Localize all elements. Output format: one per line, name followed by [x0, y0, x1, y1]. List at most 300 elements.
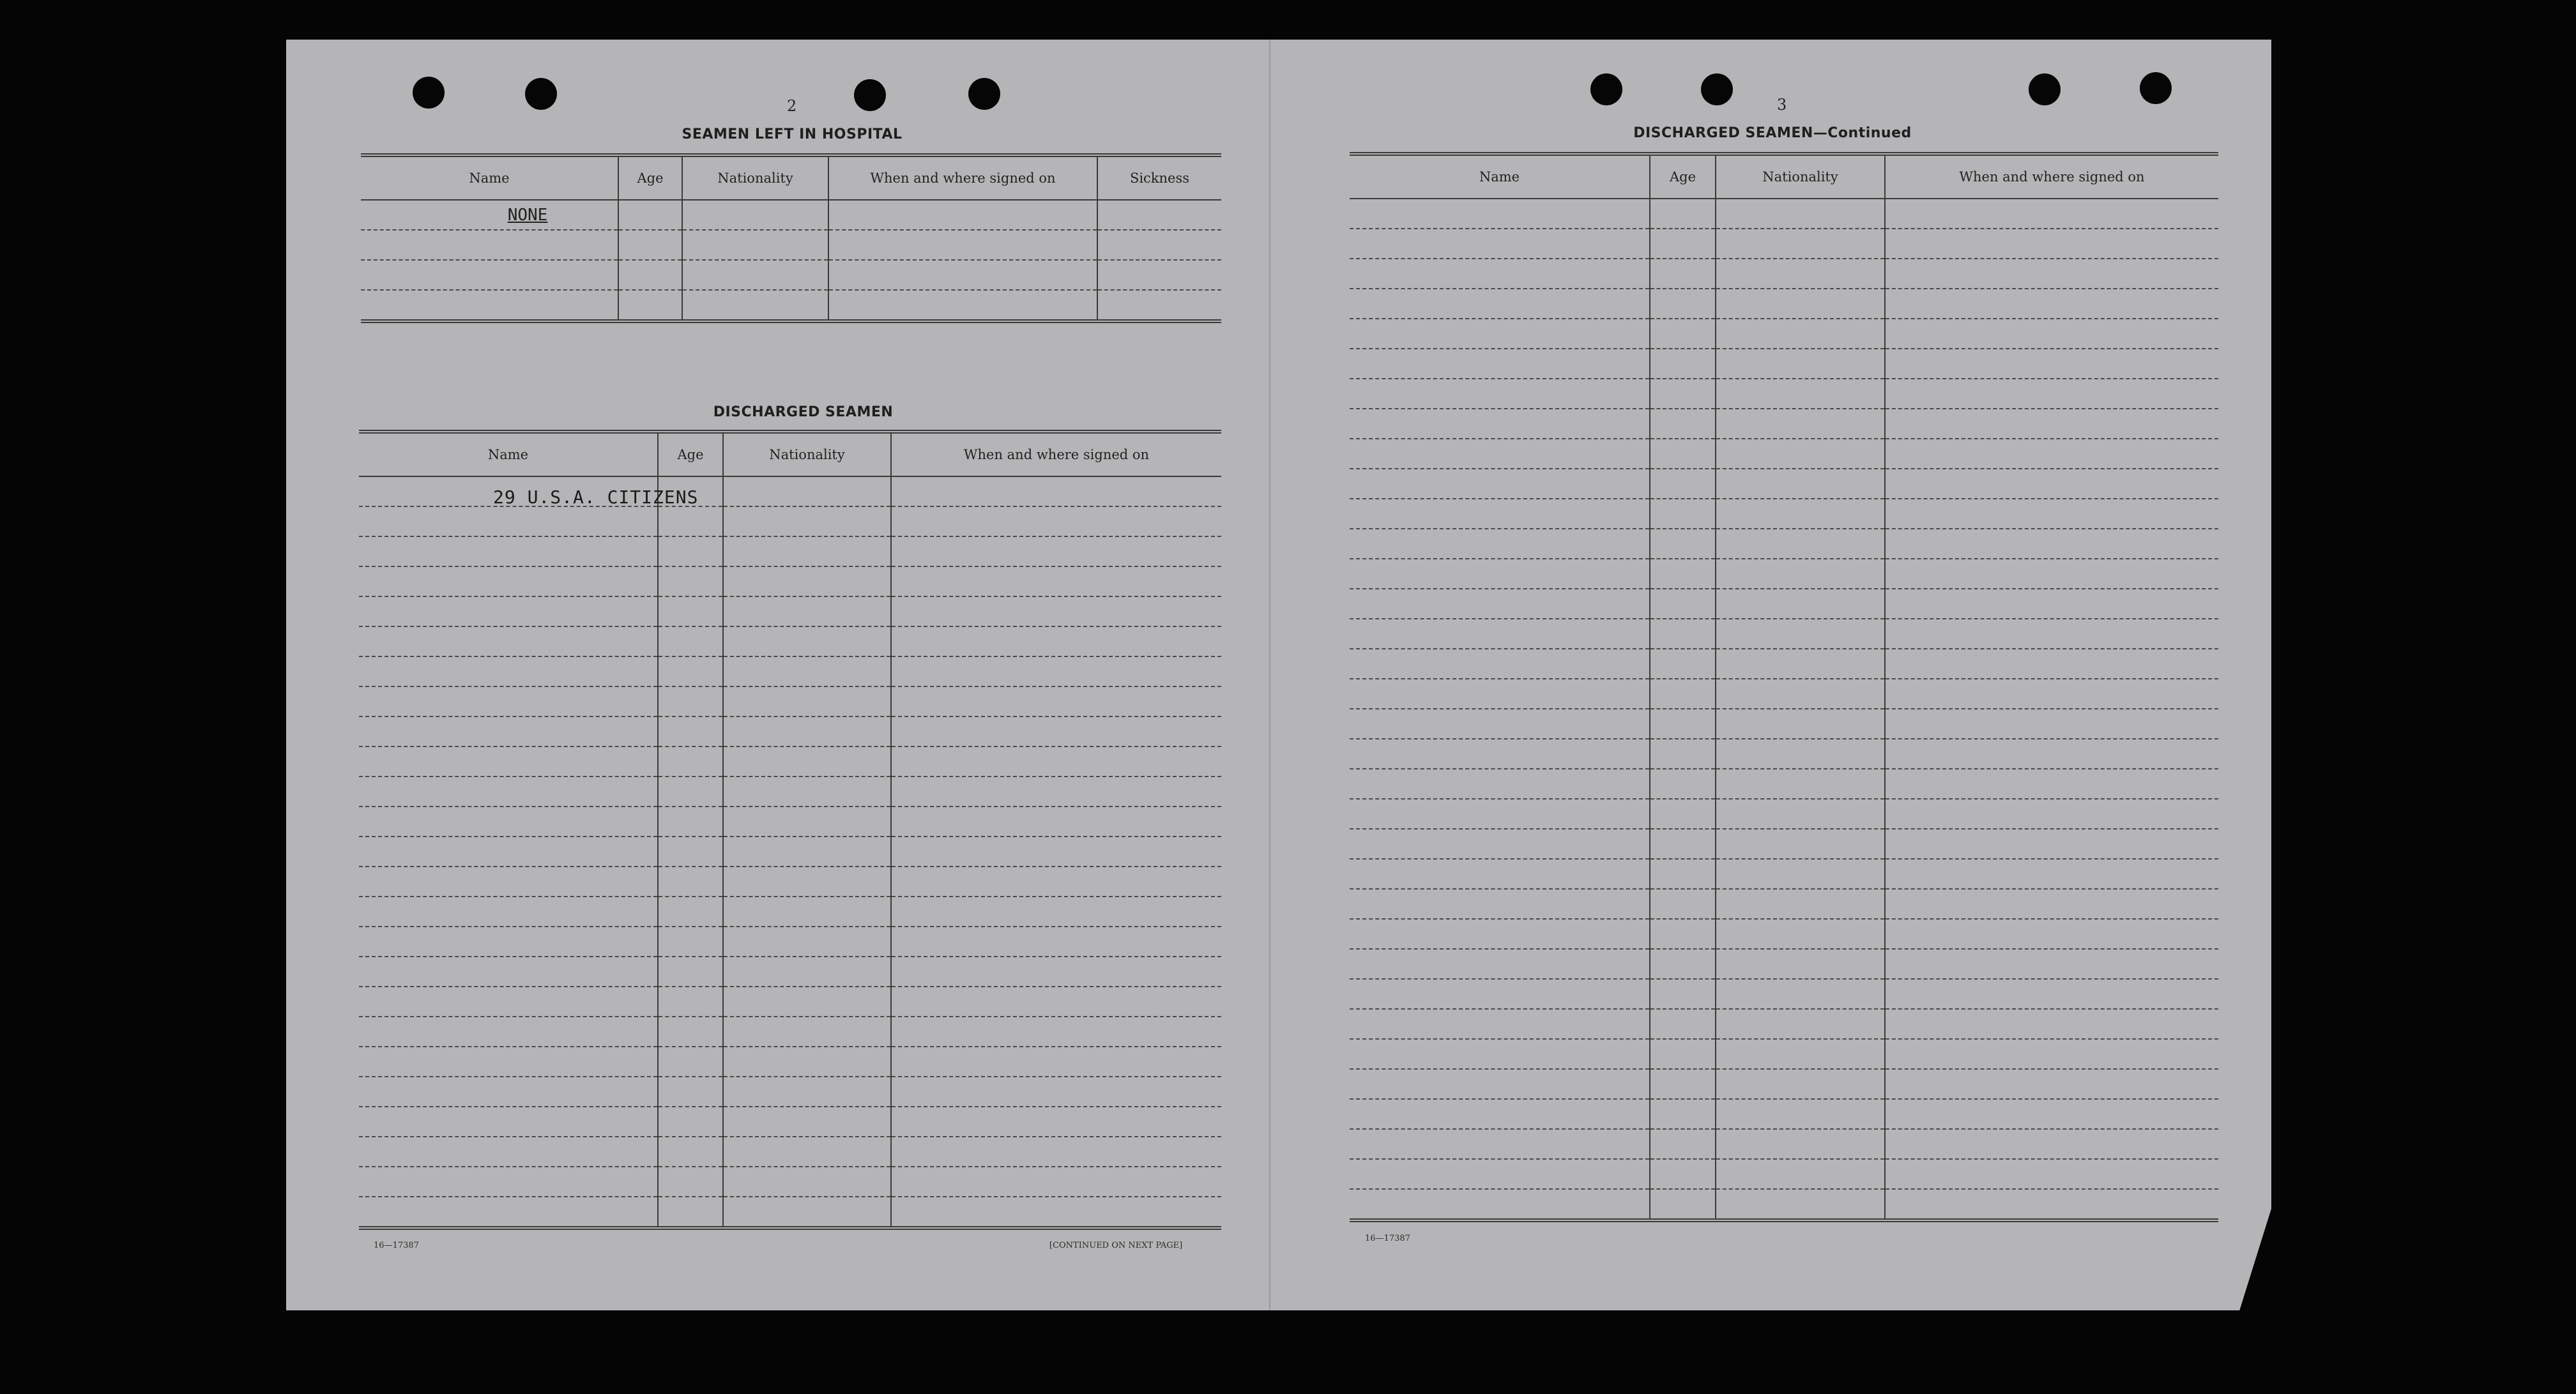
table-cell	[1885, 769, 2218, 799]
table-cell	[658, 1137, 723, 1167]
column-header-age: Age	[1650, 154, 1716, 199]
table-cell	[1716, 829, 1885, 859]
table-cell	[723, 566, 891, 596]
column-header-sickness: Sickness	[1097, 155, 1221, 200]
table-cell	[723, 716, 891, 746]
table-row	[359, 1077, 1221, 1107]
table-row	[359, 596, 1221, 626]
table-cell	[658, 867, 723, 897]
table-cell	[1885, 1039, 2218, 1069]
table-cell	[1350, 379, 1650, 409]
table-cell	[1650, 1159, 1716, 1189]
table-cell	[891, 746, 1221, 777]
table-cell	[1885, 799, 2218, 829]
table-cell	[1716, 409, 1885, 439]
table-cell	[658, 1167, 723, 1197]
table-cell	[891, 1137, 1221, 1167]
column-header-name: Name	[1350, 154, 1650, 199]
table-cell	[1885, 319, 2218, 349]
table-row	[1350, 469, 2218, 499]
table-cell	[1716, 529, 1885, 559]
table-cell	[1716, 919, 1885, 949]
table-row	[1350, 289, 2218, 319]
table-row	[1350, 619, 2218, 649]
table-row	[1350, 1099, 2218, 1129]
table-cell	[1716, 619, 1885, 649]
table-cell	[891, 897, 1221, 927]
table-cell	[359, 957, 658, 987]
table-cell	[1350, 889, 1650, 919]
table-row	[359, 1167, 1221, 1197]
table-cell	[723, 536, 891, 566]
table-cell	[1650, 199, 1716, 229]
table-row	[359, 867, 1221, 897]
column-header-nationality: Nationality	[682, 155, 828, 200]
table-cell	[1716, 739, 1885, 769]
table-cell	[1650, 799, 1716, 829]
table-cell	[1716, 949, 1885, 979]
table-cell	[1350, 679, 1650, 709]
table-row	[1350, 229, 2218, 259]
table-cell	[1885, 349, 2218, 379]
table-cell	[1716, 379, 1885, 409]
table-cell	[1650, 979, 1716, 1009]
table-row	[1350, 1069, 2218, 1099]
discharged-section-title: DISCHARGED SEAMEN	[713, 404, 894, 420]
table-row	[1350, 259, 2218, 289]
table-cell	[359, 1167, 658, 1197]
table-cell	[1350, 499, 1650, 529]
table-cell	[1350, 589, 1650, 619]
table-cell	[1885, 1129, 2218, 1159]
table-row	[361, 200, 1221, 230]
table-cell	[1885, 229, 2218, 259]
table-cell	[891, 1107, 1221, 1137]
table-cell	[1650, 679, 1716, 709]
table-cell	[891, 476, 1221, 506]
table-row	[359, 1047, 1221, 1077]
discharged-entry: 29 U.S.A. CITIZENS	[493, 487, 699, 508]
table-cell	[1885, 1159, 2218, 1189]
table-row	[1350, 409, 2218, 439]
table-row	[359, 927, 1221, 957]
punch-hole	[2140, 72, 2172, 104]
table-cell	[658, 746, 723, 777]
table-cell	[1885, 259, 2218, 289]
table-row	[359, 1107, 1221, 1137]
punch-hole	[525, 78, 557, 110]
table-cell	[658, 1107, 723, 1137]
punch-hole	[854, 79, 886, 111]
table-cell	[658, 506, 723, 536]
table-cell	[658, 716, 723, 746]
table-row	[361, 230, 1221, 260]
table-cell	[1650, 259, 1716, 289]
table-row	[1350, 199, 2218, 229]
table-cell	[1650, 1129, 1716, 1159]
table-cell	[1716, 799, 1885, 829]
table-cell	[1350, 949, 1650, 979]
table-row	[1350, 1039, 2218, 1069]
table-cell	[359, 596, 658, 626]
table-cell	[359, 1047, 658, 1077]
table-row	[1350, 799, 2218, 829]
table-row	[359, 476, 1221, 506]
table-cell	[359, 656, 658, 686]
table-cell	[891, 1167, 1221, 1197]
table-cell	[723, 927, 891, 957]
table-row	[1350, 379, 2218, 409]
table-cell	[1885, 619, 2218, 649]
table-cell	[1350, 289, 1650, 319]
column-header-name: Name	[359, 432, 658, 476]
table-row	[1350, 589, 2218, 619]
table-cell	[658, 927, 723, 957]
table-cell	[359, 716, 658, 746]
table-cell	[891, 656, 1221, 686]
table-row	[359, 837, 1221, 867]
table-cell	[1650, 859, 1716, 889]
table-cell	[658, 807, 723, 837]
table-row	[359, 686, 1221, 716]
table-row	[1350, 1189, 2218, 1220]
table-cell	[1716, 559, 1885, 589]
table-cell	[359, 566, 658, 596]
table-cell	[1716, 859, 1885, 889]
table-row	[1350, 1129, 2218, 1159]
table-cell	[1885, 889, 2218, 919]
table-cell	[1650, 1009, 1716, 1039]
table-cell	[1650, 649, 1716, 679]
table-cell	[658, 987, 723, 1017]
table-cell	[1650, 619, 1716, 649]
table-row	[1350, 739, 2218, 769]
table-cell	[1350, 979, 1650, 1009]
table-cell	[1350, 829, 1650, 859]
table-cell	[1650, 319, 1716, 349]
table-cell	[1885, 289, 2218, 319]
continued-note: [CONTINUED ON NEXT PAGE]	[1049, 1241, 1183, 1250]
table-cell	[891, 867, 1221, 897]
table-row	[1350, 829, 2218, 859]
table-row	[1350, 979, 2218, 1009]
table-cell	[891, 716, 1221, 746]
table-row	[359, 1017, 1221, 1047]
table-cell	[1650, 739, 1716, 769]
table-cell	[891, 506, 1221, 536]
table-cell	[658, 1197, 723, 1228]
table-cell	[1650, 1039, 1716, 1069]
table-cell	[723, 746, 891, 777]
table-cell	[1885, 679, 2218, 709]
table-row	[1350, 679, 2218, 709]
table-row	[359, 987, 1221, 1017]
table-cell	[1350, 1159, 1650, 1189]
table-cell	[658, 837, 723, 867]
table-row	[361, 260, 1221, 290]
table-cell	[723, 897, 891, 927]
table-cell	[723, 1197, 891, 1228]
table-cell	[723, 506, 891, 536]
table-row	[1350, 319, 2218, 349]
table-cell	[723, 777, 891, 807]
table-cell	[1885, 199, 2218, 229]
table-cell	[1350, 799, 1650, 829]
column-header-signed-on: When and where signed on	[828, 155, 1097, 200]
table-cell	[723, 626, 891, 656]
table-cell	[1350, 529, 1650, 559]
table-cell	[1885, 1009, 2218, 1039]
table-cell	[1650, 919, 1716, 949]
table-row	[361, 290, 1221, 321]
table-cell	[891, 1017, 1221, 1047]
table-row	[359, 566, 1221, 596]
table-cell	[1650, 559, 1716, 589]
table-cell	[1350, 1099, 1650, 1129]
table-row	[1350, 919, 2218, 949]
table-cell	[1650, 709, 1716, 739]
table-cell	[1885, 379, 2218, 409]
column-header-signed-on: When and where signed on	[891, 432, 1221, 476]
table-cell	[1650, 439, 1716, 469]
table-cell	[1350, 259, 1650, 289]
table-row	[359, 897, 1221, 927]
table-cell	[891, 1197, 1221, 1228]
table-cell	[1716, 1009, 1885, 1039]
table-cell	[723, 837, 891, 867]
table-cell	[1350, 229, 1650, 259]
table-cell	[1885, 439, 2218, 469]
column-header-signed-on: When and where signed on	[1885, 154, 2218, 199]
table-cell	[1885, 469, 2218, 499]
table-cell	[723, 1017, 891, 1047]
table-cell	[1350, 919, 1650, 949]
center-fold	[1269, 40, 1270, 1310]
table-cell	[1350, 619, 1650, 649]
table-cell	[1716, 319, 1885, 349]
table-cell	[1350, 319, 1650, 349]
table-cell	[723, 476, 891, 506]
table-cell	[1716, 709, 1885, 739]
table-cell	[723, 1077, 891, 1107]
table-cell	[658, 1077, 723, 1107]
table-cell	[1350, 409, 1650, 439]
table-cell	[1716, 229, 1885, 259]
column-header-age: Age	[658, 432, 723, 476]
table-cell	[723, 686, 891, 716]
table-cell	[1716, 289, 1885, 319]
table-cell	[1885, 829, 2218, 859]
table-cell	[1716, 1159, 1885, 1189]
table-cell	[1885, 499, 2218, 529]
table-cell	[723, 1167, 891, 1197]
table-row	[1350, 769, 2218, 799]
table-cell	[891, 957, 1221, 987]
table-cell	[1650, 349, 1716, 379]
table-cell	[658, 596, 723, 626]
table-cell	[891, 596, 1221, 626]
table-row	[1350, 949, 2218, 979]
table-cell	[1650, 829, 1716, 859]
table-cell	[1885, 589, 2218, 619]
table-cell	[1885, 529, 2218, 559]
table-cell	[891, 807, 1221, 837]
table-row	[1350, 859, 2218, 889]
table-row	[1350, 349, 2218, 379]
table-cell	[1650, 289, 1716, 319]
table-cell	[1350, 349, 1650, 379]
hospital-section-title: SEAMEN LEFT IN HOSPITAL	[682, 126, 903, 142]
table-cell	[723, 1107, 891, 1137]
table-cell	[1650, 499, 1716, 529]
table-cell	[891, 927, 1221, 957]
table-cell	[723, 1047, 891, 1077]
discharged-continued-title: DISCHARGED SEAMEN—Continued	[1633, 125, 1912, 141]
form-number-right: 16—17387	[1365, 1234, 1410, 1243]
hospital-entry: NONE	[507, 205, 548, 225]
table-cell	[359, 1197, 658, 1228]
table-cell	[658, 897, 723, 927]
table-cell	[1650, 409, 1716, 439]
table-cell	[723, 957, 891, 987]
table-cell	[1716, 589, 1885, 619]
column-header-nationality: Nationality	[1716, 154, 1885, 199]
table-cell	[1650, 529, 1716, 559]
discharged-continued-table	[1350, 152, 2218, 1222]
hospital-table	[361, 153, 1221, 323]
column-header-name: Name	[361, 155, 618, 200]
table-cell	[1716, 649, 1885, 679]
table-cell	[658, 626, 723, 656]
table-cell	[1885, 1099, 2218, 1129]
table-cell	[891, 1077, 1221, 1107]
table-cell	[1716, 349, 1885, 379]
table-cell	[359, 536, 658, 566]
table-cell	[1716, 1099, 1885, 1129]
table-cell	[658, 566, 723, 596]
table-cell	[1350, 649, 1650, 679]
table-cell	[723, 807, 891, 837]
table-cell	[658, 536, 723, 566]
table-cell	[359, 837, 658, 867]
table-cell	[1885, 979, 2218, 1009]
table-cell	[359, 1077, 658, 1107]
table-cell	[1716, 1129, 1885, 1159]
table-cell	[359, 746, 658, 777]
table-row	[1350, 559, 2218, 589]
table-cell	[1716, 1069, 1885, 1099]
table-cell	[891, 837, 1221, 867]
punch-hole	[2029, 73, 2061, 105]
table-cell	[891, 987, 1221, 1017]
table-cell	[891, 686, 1221, 716]
table-cell	[891, 626, 1221, 656]
table-cell	[1885, 709, 2218, 739]
table-cell	[1885, 1069, 2218, 1099]
table-cell	[658, 656, 723, 686]
column-header-age: Age	[618, 155, 682, 200]
table-row	[359, 746, 1221, 777]
table-row	[359, 777, 1221, 807]
table-cell	[1350, 559, 1650, 589]
table-cell	[359, 686, 658, 716]
table-cell	[723, 596, 891, 626]
table-cell	[1350, 739, 1650, 769]
table-row	[1350, 649, 2218, 679]
table-row	[359, 1197, 1221, 1228]
table-cell	[1350, 1189, 1650, 1220]
punch-hole	[413, 77, 445, 109]
column-header-nationality: Nationality	[723, 432, 891, 476]
table-cell	[1650, 769, 1716, 799]
table-cell	[1716, 679, 1885, 709]
table-cell	[359, 777, 658, 807]
table-cell	[723, 656, 891, 686]
punch-hole	[1701, 73, 1733, 105]
punch-hole	[1590, 73, 1622, 105]
table-cell	[1885, 649, 2218, 679]
table-cell	[658, 777, 723, 807]
table-cell	[658, 686, 723, 716]
table-cell	[1350, 469, 1650, 499]
table-cell	[359, 867, 658, 897]
table-cell	[1650, 229, 1716, 259]
table-cell	[1885, 409, 2218, 439]
table-row	[359, 807, 1221, 837]
table-cell	[359, 927, 658, 957]
table-cell	[1716, 259, 1885, 289]
table-cell	[1885, 559, 2218, 589]
form-number-left: 16—17387	[374, 1241, 419, 1250]
table-row	[359, 626, 1221, 656]
table-cell	[891, 1047, 1221, 1077]
table-row	[1350, 889, 2218, 919]
table-row	[1350, 499, 2218, 529]
table-cell	[1350, 199, 1650, 229]
table-row	[1350, 1009, 2218, 1039]
table-cell	[1650, 1069, 1716, 1099]
table-cell	[1885, 739, 2218, 769]
table-cell	[359, 1137, 658, 1167]
table-cell	[1350, 1129, 1650, 1159]
table-cell	[891, 566, 1221, 596]
table-cell	[1885, 1189, 2218, 1220]
table-cell	[359, 506, 658, 536]
table-cell	[1716, 499, 1885, 529]
table-row	[359, 1137, 1221, 1167]
table-cell	[723, 1137, 891, 1167]
table-cell	[891, 777, 1221, 807]
table-cell	[1350, 1009, 1650, 1039]
table-cell	[1350, 709, 1650, 739]
table-cell	[658, 957, 723, 987]
table-row	[1350, 439, 2218, 469]
table-cell	[1716, 1189, 1885, 1220]
table-cell	[359, 1107, 658, 1137]
table-row	[359, 506, 1221, 536]
table-cell	[1350, 1069, 1650, 1099]
discharged-table	[359, 430, 1221, 1230]
table-cell	[1716, 889, 1885, 919]
table-cell	[1650, 1099, 1716, 1129]
table-cell	[1650, 379, 1716, 409]
table-cell	[1716, 469, 1885, 499]
table-cell	[1650, 889, 1716, 919]
table-cell	[359, 897, 658, 927]
page-number-left: 2	[787, 97, 797, 115]
table-cell	[1650, 949, 1716, 979]
table-cell	[1885, 919, 2218, 949]
